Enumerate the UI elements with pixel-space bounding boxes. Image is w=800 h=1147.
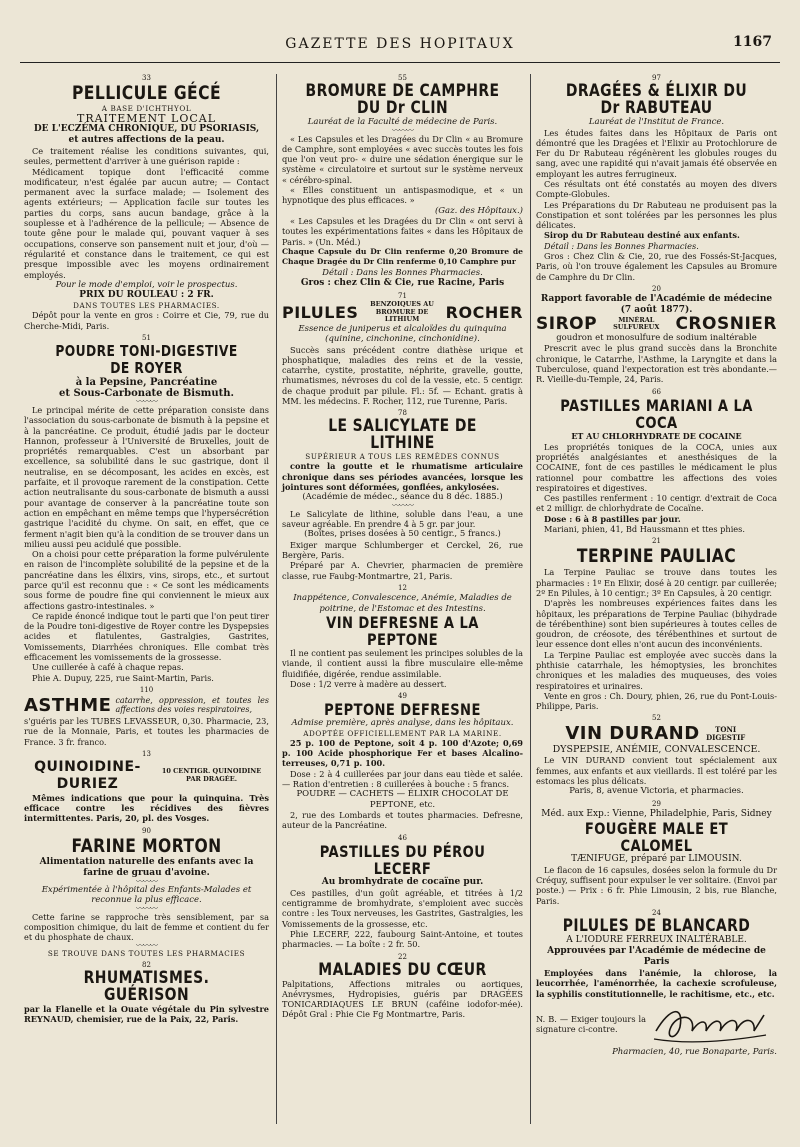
ad-pharmacy: Phie A. Dupuy, 225, rue Saint-Martin, Paris.	[32, 672, 214, 683]
column-left	[22, 74, 271, 1124]
ad-side: MINÉRAL SULFUREUX	[613, 315, 660, 332]
ad-heading: Approuvées par l'Académie de médecine de Paris	[547, 946, 766, 968]
ad-title: RHUMATISMES. GUÉRISON	[83, 967, 210, 1005]
ad-heading: ET AU CHLORHYDRATE DE COCAINE	[571, 430, 742, 441]
ad-text: Ce traitement réalise les conditions suivantes, qui, seules, permettent d'arriver à une guérison rapide :	[24, 146, 269, 167]
ad-number: 12	[398, 584, 407, 593]
ad-text: Pour le mode d'emploi, voir le prospectus.	[55, 279, 238, 290]
ornament: 〰〰〰	[392, 500, 413, 510]
ad-number: 22	[398, 952, 407, 961]
ad-pastilles-perou	[282, 834, 523, 950]
ad-number: 33	[142, 74, 151, 82]
ad-detail: Détail : Dans les Bonnes Pharmacies.	[544, 240, 699, 251]
ad-subtitle: Lauréat de l'Institut de France.	[588, 117, 725, 127]
ad-text: Le Salicylate de lithine, soluble dans l'eau, a une saveur agréable. En prendre 4 à 5 gr. par jour.	[282, 508, 523, 530]
ad-number: 29	[652, 799, 661, 808]
journal-title: GAZETTE DES HOPITAUX	[285, 36, 515, 52]
ad-text: Sirop du Dr Rabuteau destiné aux enfants.	[544, 230, 740, 241]
ad-text: Mêmes indications que pour la quinquina. Très efficace contre les récidives des fièvres intermittentes. Paris, 20, pl. des Vosges.	[24, 792, 269, 824]
ornament: 〰〰〰	[392, 125, 413, 135]
ad-pellicule-gece	[24, 74, 269, 331]
ad-peptone-defresne	[282, 692, 523, 831]
ad-text: Ces résultats ont été constatés au moyen des divers Compte-Globules.	[536, 178, 777, 200]
ad-dose: Une cuillerée à café à chaque repas.	[32, 662, 184, 673]
ad-number: 110	[139, 685, 154, 694]
ad-subtitle: SUPÉRIEUR A TOUS LES REMÈDES CONNUS	[305, 452, 500, 462]
ad-subtitle: Au bromhydrate de cocaïne pur.	[321, 876, 484, 887]
ad-text: Chaque Capsule du Dr Clin renferme 0,20 Bromure de Chaque Dragée du Dr Clin renferme 0,10 Camphre pur	[282, 246, 523, 267]
ad-side: TONI DIGESTIF	[706, 724, 746, 742]
header-rule	[20, 62, 780, 63]
ad-text: Mariani, phien, 41, Bd Haussmann et ttes phies.	[544, 524, 745, 535]
ad-heading: Expérimentée à l'hôpital des Enfants-Malades et reconnue la plus efficace.	[41, 884, 252, 906]
ad-number: 90	[142, 826, 151, 835]
ad-text: Employées dans l'anémie, la chlorose, la leucorrhée, l'aménorrhée, la cachexie scrofuleuse, la syphilis constitutionnelle, le rachitisme, etc., etc.	[536, 968, 777, 999]
column-middle	[276, 74, 525, 1124]
ad-side: 10 CENTIGR. QUINOIDINE PAR DRAGÉE.	[161, 767, 262, 783]
ad-text: Cette farine se rapproche très sensiblement, par sa composition chimique, du lait de femme et contient du fer et du phosphate de chaux.	[24, 911, 269, 943]
ad-depot: Dépôt pour la vente en gros : Coirre et Cie, 79, rue du Cherche-Midi, Paris.	[24, 310, 269, 331]
ad-title: PASTILLES DU PÉROU LECERF	[319, 841, 486, 878]
ad-pilules-blancard	[536, 909, 777, 1057]
ad-number: 46	[398, 833, 407, 842]
ad-subtitle: TÆNIFUGE, préparé par LIMOUSIN.	[571, 853, 742, 864]
ad-title: VIN DEFRESNE A LA PEPTONE	[326, 613, 479, 650]
ad-text: Ces pastilles, d'un goût agréable, et titrées à 1/2 centigramme de bromhydrate, s'emploient avec succès contre : les Toux nerveuses, les Gastrites, Gastralgies, les Vomissements de la grossesse, etc.	[282, 887, 523, 929]
ad-heading: et Sous-Carbonate de Bismuth.	[59, 387, 234, 399]
page-header	[20, 30, 780, 60]
ad-title-row	[282, 301, 523, 324]
ad-title-row	[24, 759, 269, 793]
ad-text: La Terpine Pauliac se trouve dans toutes les pharmacies : 1º En Elixir, dosé à 20 centigr. par cuillerée; 2º En Pilules, à 10 centigr.; 3º En Capsules, à 20 centigr.	[536, 567, 777, 598]
ad-text: 2, rue des Lombards et toutes pharmacies. Defresne, auteur de la Pancréatine.	[282, 810, 523, 831]
ad-text: Le flacon de 16 capsules, dosées selon la formule du Dr Créquy, suffisent pour expulser le ver solitaire. (Envoi par poste.) — Prix : 6 fr. Phie Limousin, 2 bis, rue Blanche, Paris.	[536, 864, 777, 906]
blancard-signature-image	[650, 1001, 770, 1047]
ad-text: Exiger marque Schlumberger et Cerckel, 26, rue Bergère, Paris.	[282, 539, 523, 561]
ad-title: PILULES	[282, 302, 359, 322]
ad-number: 55	[398, 74, 407, 82]
ad-title: TERPINE PAULIAC	[576, 545, 737, 568]
ad-rhumatismes	[24, 961, 269, 1025]
ad-text: Les études faites dans les Hôpitaux de Paris ont démontré que les Dragées et l'Elixir au Protochlorure de Fer du Dr Rabuteau régénèrent les globules rouges du sang, avec une rapidité qui n'avait jamais été observée en employant les autres ferrugineux.	[536, 127, 777, 179]
ad-text: Préparé par A. Chevrier, pharmacien de première classe, rue Faubg-Montmartre, 21, Paris.	[282, 560, 523, 581]
ad-title-row	[536, 723, 777, 744]
ad-rabuteau	[536, 74, 777, 282]
ad-text: Succès sans précédent contre diathèse urique et phosphatique, maladies des reins et de la vessie, catarrhe, cystite, prostatite, néphrite, gravelle, goutte, rhumatismes, névroses du col de la vessie, etc. 5 centigr. de chaque produit par pilule. Fl.: 5f. — Echant. gratis à MM. les médecins. F. Rocher, 112, rue Turenne, Paris.	[282, 344, 523, 407]
ad-bromure-camphre	[282, 74, 523, 289]
ad-heading: et autres affections de la peau.	[68, 135, 225, 145]
ad-side: BENZOIQUES AU BROMURE DE LITHIUM	[370, 300, 434, 324]
ad-heading: Alimentation naturelle des enfants avec la farine de gruau d'avoine.	[39, 856, 254, 878]
ad-number: 24	[652, 909, 661, 918]
ad-pilules-rocher	[282, 292, 523, 406]
ad-text: s'guéris par les TUBES LEVASSEUR, 0,30. Pharmacie, 23, rue de la Monnaie, Paris, et toutes les pharmacies de France. 3 fr. franco.	[24, 715, 269, 747]
ad-number: 97	[652, 74, 661, 82]
ornament: 〰〰〰	[136, 940, 157, 950]
ad-text: Ces pastilles renferment : 10 centigr. d'extrait de Coca et 2 milligr. de chlorhydrate de Cocaïne.	[536, 493, 777, 514]
ad-title: LE SALICYLATE DE LITHINE	[328, 416, 477, 454]
ad-subtitle: Essence de juniperus et alcaloïdes du quinquina (quinine, cinchonine, cinchonidine).	[298, 323, 507, 345]
ad-number: 51	[142, 333, 151, 342]
ad-heading: à la Pepsine, Pancréatine	[75, 376, 218, 388]
ad-title: DRAGÉES & ÉLIXIR DU Dr RABUTEAU	[565, 81, 748, 118]
ad-maladies-coeur	[282, 953, 523, 1020]
ad-title-row	[24, 695, 269, 716]
ad-farine-morton	[24, 827, 269, 958]
ad-subtitle: Lauréat de la Faculté de médecine de Paris.	[307, 117, 498, 127]
ad-title: MALADIES DU CŒUR	[318, 959, 487, 980]
ad-text: POUDRE — CACHETS — ÉLIXIR CHOCOLAT DE PEPTONE, etc.	[296, 789, 509, 810]
ad-text: Phie LECERF, 222, faubourg Saint-Antoine, et toutes pharmacies. — La boîte : 2 fr. 50.	[282, 928, 523, 950]
ad-text: 25 p. 100 de Peptone, soit 4 p. 100 d'Azote; 0,69 p. 100 Acide phosphorique Fer et bases Alcalino-terreuses, 0,71 p. 100.	[282, 737, 523, 769]
ad-text: « Elles constituent un antispasmodique, et « un hypnotique des plus efficaces. »	[282, 184, 523, 206]
ad-heading: Méd. aux Exp.: Vienne, Philadelphie, Paris, Sidney	[541, 808, 772, 819]
column-right	[530, 74, 779, 1124]
ad-title: QUINOIDINE-DURIEZ	[34, 758, 141, 792]
ad-poudre-royer	[24, 334, 269, 683]
ad-title: PILULES DE BLANCARD	[562, 916, 751, 937]
ad-number: 82	[142, 960, 151, 969]
ad-text: Médicament topique dont l'efficacité comme modificateur, n'est égalée par aucun autre; — Contact permanent avec la surface malade; — Isolement des agents extérieurs; — Application facile sur toutes les parties du corps, sans aucun bandage, grâce à la souplesse et à l'adhérence de la pellicule; — Absence de toute gêne pour le malade qui, pouvant vaquer à ses occupations, conserve son pansement nuit et jour, d'où — régularité et constance dans le traitement, ce qui est presque impossible avec les moyens ordinairement employés.	[24, 166, 269, 280]
ad-subtitle: ADOPTÉE OFFICIELLEMENT PAR LA MARINE.	[303, 728, 502, 738]
ad-heading: DE L'ECZÉMA CHRONIQUE, DU PSORIASIS,	[33, 124, 260, 134]
ad-title: CROSNIER	[675, 313, 777, 334]
ad-address: Pharmacien, 40, rue Bonaparte, Paris.	[612, 1046, 777, 1057]
ad-price: PRIX DU ROULEAU : 2 FR.	[79, 290, 214, 301]
ad-text: Dose : 1/2 verre à madère au dessert.	[290, 678, 447, 689]
ad-text: Prescrit avec le plus grand succès dans la Bronchite chronique, le Catarrhe, l'Asthme, la Laryngite et dans la Tuberculose, quand l'expectoration est très abondante.— R. Vieille-du-Temple, 24, Paris.	[536, 343, 777, 385]
ad-text: Dose : 6 à 8 pastilles par jour.	[544, 513, 681, 524]
ad-text: Ce rapide énoncé indique tout le parti que l'on peut tirer de la Poudre toni-digestive de Royer contre les Dyspepsies acides et flatulentes, Gastralgies, Gastrites, Vomissements, Diarrhées chroniques. Elle combat très efficacement les vomissements de la grossesse.	[24, 610, 269, 663]
ad-title: ASTHME	[24, 694, 112, 716]
ad-gros: Gros : chez Clin & Cie, rue Racine, Paris	[300, 278, 505, 289]
ad-title: ROCHER	[445, 302, 523, 322]
ad-title: FOUGÈRE MALE ET CALOMEL	[584, 818, 729, 855]
ad-text: (Boîtes, prises dosées à 50 centigr., 5 francs.)	[304, 529, 501, 540]
signature-row	[536, 1001, 777, 1047]
ad-heading: Rapport favorable de l'Académie de médecine (7 août 1877).	[540, 293, 773, 315]
ad-text: Paris, 8, avenue Victoria, et pharmacies.	[569, 786, 744, 797]
ad-number: 13	[142, 749, 151, 758]
ad-terpine-pauliac	[536, 537, 777, 711]
ad-text: Le principal mérite de cette préparation consiste dans l'association du sous-carbonate de bismuth à la pepsine et à la pancréatine. Ce produit, étudié jadis par le docteur Hannon, professeur à l'Université de Bruxelles, jouit de propriétés remarquables. C'est un absorbant par excellence, sa solubilité dans le suc gastrique, dont il neutralise, en se décomposant, les acides en excès, est parfaite, et il provoque rarement de la constipation. Cette action neutralisante du sous-carbonate de bismuth a aussi pour avantage de conserver à la pancréatine toute son action en empêchant en même temps que l'hypersécrétion gastrique l'acidité du chyme. On sait, en effet, que ce ferment n'agit bien qu'à la condition de se trouver dans un milieu aussi peu acidulé que possible.	[24, 404, 269, 549]
ad-vin-defresne	[282, 584, 523, 689]
ad-number: 52	[652, 714, 661, 723]
ad-subtitle: Admise première, après analyse, dans les hôpitaux.	[291, 718, 514, 729]
ad-title: PELLICULE GÉCÉ	[71, 82, 222, 104]
ad-subtitle: A BASE D'ICHTHYOL	[101, 104, 192, 113]
ad-text: « Les Capsules et les Dragées du Dr Clin « ont servi à toutes les expérimentations faites « dans les Hôpitaux de Paris. » (Un. Méd.)	[282, 216, 523, 247]
ad-title: FARINE MORTON	[71, 834, 222, 857]
ad-asthme	[24, 686, 269, 747]
ad-heading: A L'IODURE FERREUX INALTÉRABLE.	[566, 935, 747, 946]
ad-text: Les Préparations du Dr Rabuteau ne produisent pas la Constipation et sont tolérées par les personnes les plus délicates.	[536, 199, 777, 231]
ad-text: par la Flanelle et la Ouate végétale du Pin sylvestre REYNAUD, chemisier, rue de la Paix, 22, Paris.	[24, 1003, 269, 1024]
ornament: 〰〰〰	[136, 396, 157, 406]
ad-text: Il ne contient pas seulement les principes solubles de la viande, il contient aussi la fibre musculaire elle-même fluidifiée, digérée, rendue assimilable.	[282, 648, 523, 679]
ad-number: 66	[652, 387, 661, 396]
ad-text: Vente en gros : Ch. Doury, phien, 26, rue du Pont-Louis-Philippe, Paris.	[536, 690, 777, 712]
ad-sirop-crosnier	[536, 285, 777, 385]
ad-text: La Terpine Pauliac est employée avec succès dans la phthisie catarrhale, les hémoptysies, les bronchites chroniques et les maladies des muqueuses, des voies respiratoires et urinaires.	[536, 649, 777, 691]
ad-heading: TRAITEMENT LOCAL	[76, 112, 216, 125]
ad-pastilles-mariani	[536, 388, 777, 535]
ad-where: DANS TOUTES LES PHARMACIES.	[73, 301, 220, 311]
ad-vin-durand	[536, 714, 777, 796]
ad-detail: Détail : Dans les Bonnes Pharmacies.	[322, 267, 483, 278]
ad-text: « Les Capsules et les Dragées du Dr Clin « au Bromure de Camphre, sont employées « avec succès toutes les fois que l'on veut pro- « duire une sédation énergique sur le système « circulatoire et surtout sur le système nerveux « cérébro-spinal.	[282, 133, 523, 185]
ad-text: Palpitations, Affections mitrales ou aortiques, Anévrysmes, Hydropisies, guéris par DRAGÉES TONICARDIAQUES LE BRUN (caféine iodofor-mée). Dépôt Gral : Phie Cie Fg Montmartre, Paris.	[282, 978, 523, 1020]
ad-number: 21	[652, 537, 661, 546]
ad-number: 20	[652, 284, 661, 293]
ornament: 〰〰〰	[136, 876, 157, 886]
ad-fougere-male	[536, 800, 777, 906]
ad-quinoidine-duriez	[24, 750, 269, 824]
ad-number: 78	[398, 409, 407, 418]
ad-gros: Gros : Chez Clin & Cie, 20, rue des Fossés-St-Jacques, Paris, où l'on trouve également les Capsules au Bromure de Camphre du Dr Clin.	[536, 251, 777, 282]
ad-title: BROMURE DE CAMPHRE DU Dr CLIN	[305, 81, 500, 118]
ad-text: N. B. — Exiger toujours la signature ci-contre.	[536, 1013, 646, 1034]
ad-salicylate-lithine	[282, 409, 523, 581]
ad-subtitle: goudron et monosulfure de sodium inaltérable	[556, 332, 757, 343]
ad-text: Le VIN DURAND convient tout spécialement aux femmes, aux enfants et aux vieillards. Il est toléré par les estomacs les plus délicats.	[536, 755, 777, 787]
ad-title-row	[536, 313, 777, 334]
ad-number: 49	[398, 692, 407, 701]
ad-text: Dose : 2 à 4 cuillerées par jour dans eau tiède et salée. — Ration d'entretien : 8 cuillerées à bouche : 5 francs.	[282, 768, 523, 789]
ad-text: contre la goutte et le rhumatisme articulaire chronique dans ses périodes avancées, lorsque les jointures sont déformées, gonflées, ankylosées.	[282, 461, 523, 492]
ad-text: (Académie de médec., séance du 8 déc. 1885.)	[302, 492, 503, 503]
ad-text: catarrhe, oppression, et toutes les affections des voies respiratoires,	[115, 695, 269, 715]
ad-text: (Gaz. des Hôpitaux.)	[434, 205, 523, 216]
ad-heading: DYSPEPSIE, ANÉMIE, CONVALESCENCE.	[552, 744, 761, 756]
ornament: 〰〰〰	[136, 903, 157, 913]
ad-text: On a choisi pour cette préparation la forme pulvérulente en raison de l'incomplète solubilité de la pepsine et de la pancréatine dans les élixirs, vins, sirops, etc., et surtout parce qu'il est reconnu que : « Ce sont les médicaments sous forme de poudre fine qui conviennent le mieux aux affections gastro-intestinales. »	[24, 549, 269, 611]
ad-title: SIROP	[536, 313, 598, 334]
ad-where: SE TROUVE DANS TOUTES LES PHARMACIES	[47, 948, 246, 958]
page-number: 1167	[733, 34, 772, 50]
advert-columns	[22, 74, 780, 1124]
ad-text: D'après les nombreuses expériences faites dans les hôpitaux, les préparations de Terpine Pauliac (bihydrade de térébenthine) sont bien supérieures à toutes celles de goudron, de créosote, des térébenthines et surtout de leur essence dont elles n'ont aucun des inconvénients.	[536, 598, 777, 650]
ad-title: PASTILLES MARIANI A LA COCA	[560, 395, 753, 432]
ad-title: VIN DURAND	[565, 723, 700, 745]
ad-number: 71	[398, 292, 407, 301]
ad-text: Les propriétés toniques de la COCA, unies aux propriétés analgésiantes et anesthésiques de la COCAINE, font de ces pastilles le médicament le plus rationnel pour combattre les affections des voies respiratoires et digestives.	[536, 441, 777, 493]
ad-title: PEPTONE DEFRESNE	[324, 700, 481, 720]
ad-title: POUDRE TONI-DIGESTIVE DE ROYER	[55, 341, 238, 377]
ad-subtitle: Inappétence, Convalescence, Anémie, Maladies de poitrine, de l'Estomac et des Intestins.	[293, 593, 512, 614]
